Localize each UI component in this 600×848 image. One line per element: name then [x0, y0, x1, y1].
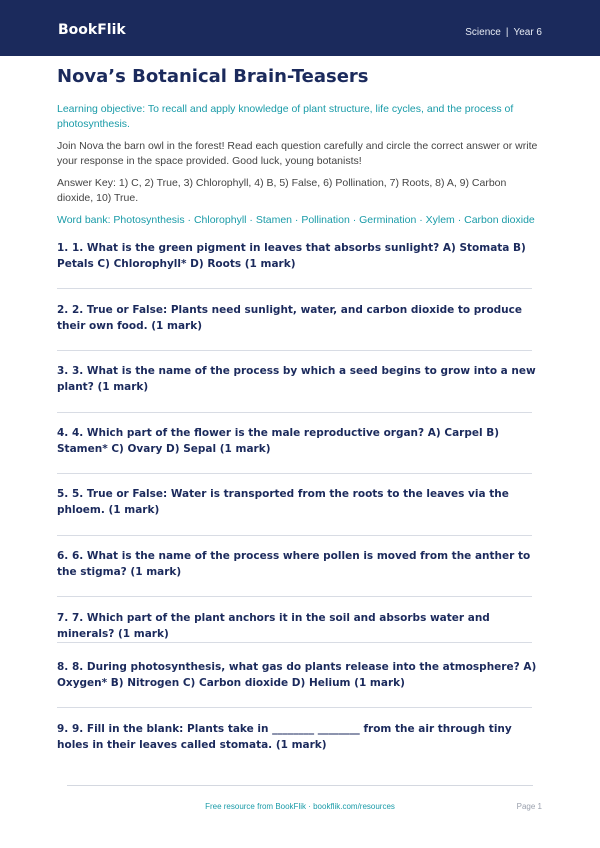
- answer-line[interactable]: [57, 288, 532, 289]
- instructions: Join Nova the barn owl in the forest! Read each question carefully and circle the correct answer or write your response in the space provided. Good luck, young botanists!: [57, 140, 538, 167]
- subject-label: Science: [465, 27, 501, 38]
- worksheet-intro: [57, 66, 542, 228]
- question-item: 8. 8. During photosynthesis, what gas do plants release into the atmosphere? A) Oxygen* B) Nitrogen C) Carbon dioxide D) Helium (1 mark): [57, 661, 537, 689]
- question-item: 1. 1. What is the green pigment in leaves that absorbs sunlight? A) Stomata B) Petals C) Chlorophyll* D) Roots (1 mark): [57, 242, 526, 270]
- learning-objective: Learning objective: To recall and apply knowledge of plant structure, life cycles, and the process of photosynthesis.: [57, 103, 514, 130]
- question-item: 4. 4. Which part of the flower is the male reproductive organ? A) Carpel B) Stamen* C) Ovary D) Sepal (1 mark): [57, 427, 500, 455]
- header-bar: [0, 0, 600, 56]
- question-item: 3. 3. What is the name of the process by which a seed begins to grow into a new plant? (1 mark): [57, 365, 536, 393]
- answer-key: Answer Key: 1) C, 2) True, 3) Chlorophyll, 4) B, 5) False, 6) Pollination, 7) Roots, 8) A, 9) Carbon dioxide, 10) True.: [57, 177, 507, 204]
- question-item: 5. 5. True or False: Water is transported from the roots to the leaves via the phloem. (1 mark): [57, 488, 509, 516]
- page-title: Nova’s Botanical Brain-Teasers: [57, 66, 369, 87]
- word-bank: Word bank: Photosynthesis · Chlorophyll · Stamen · Pollination · Germination · Xylem · Carbon dioxide: [57, 214, 535, 226]
- page-number: Page 1: [516, 802, 542, 811]
- subject-meta: [465, 27, 542, 38]
- answer-line[interactable]: [57, 707, 532, 708]
- footer-link[interactable]: Free resource from BookFlik · bookflik.com/resources: [205, 802, 395, 811]
- question-item: 9. 9. Fill in the blank: Plants take in ________ ________ from the air through tiny holes in their leaves called stomata. (1 mark): [57, 723, 512, 751]
- answer-line[interactable]: [57, 642, 532, 643]
- question-item: 2. 2. True or False: Plants need sunlight, water, and carbon dioxide to produce their own food. (1 mark): [57, 304, 522, 332]
- answer-line[interactable]: [57, 596, 532, 597]
- answer-line[interactable]: [57, 535, 532, 536]
- year-label: Year 6: [513, 27, 542, 38]
- answer-line[interactable]: [57, 350, 532, 351]
- meta-separator: |: [505, 27, 509, 38]
- question-item: 7. 7. Which part of the plant anchors it in the soil and absorbs water and minerals? (1 mark): [57, 612, 490, 640]
- brand-logo[interactable]: BookFlik: [58, 22, 126, 38]
- question-item: 6. 6. What is the name of the process where pollen is moved from the anther to the stigma? (1 mark): [57, 550, 531, 578]
- answer-line[interactable]: [57, 412, 532, 413]
- footer-divider: [67, 785, 533, 786]
- answer-line[interactable]: [57, 473, 532, 474]
